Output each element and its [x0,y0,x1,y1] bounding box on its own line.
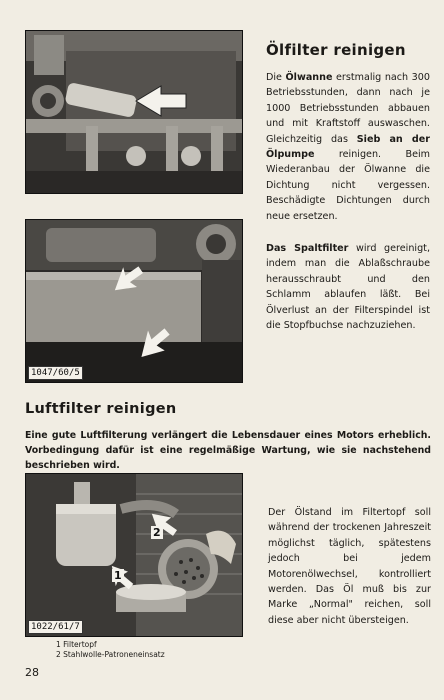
p1-bold-oilpan: Ölwanne [285,72,333,83]
photo-code-1022: 1022/61/7 [28,620,83,634]
air-filter-illustration [26,474,242,636]
p1-text-e: reinigen. Beim Wiederanbau der Ölwanne die Dichtung nicht vergessen. Beschädigte Dichtungen durch neue ersetzen. [266,149,430,222]
section-title-air-filter: Luftfilter reinigen [25,401,177,417]
photo-gap-filter [25,219,243,383]
photo-code-1047: 1047/60/5 [28,366,83,380]
paragraph-gap-filter [266,241,430,333]
photo-oil-pump [25,30,243,194]
marker-1: 1 [114,569,122,582]
paragraph-oil-pan [266,70,430,224]
p1-text-c: erstmalig nach 300 Betriebsstunden, dann nach je 1000 Betriebsstunden abbauen und mit Kraftstoff auswaschen. Gleichzeitig das [266,72,430,145]
section-title-oil-filter: Ölfilter reinigen [266,41,406,59]
caption-1: 1 Filtertopf [56,640,97,649]
p2-bold-gapfilter: Das Spaltfilter [266,243,349,254]
p2-text: wird gereinigt, indem man die Ablaßschraube herausschraubt und den Schlamm ablaufen läßt. Bei Ölverlust an der Filterspindel ist die Stopfbuchse nachzuziehen. [266,243,430,332]
paragraph-oil-level: Der Ölstand im Filtertopf soll während der trockenen Jahreszeit möglichst täglich, spätestens jedoch bei jedem Motorenölwechsel, kontrolliert werden. Das Öl muß bis zur Marke „Normal" reichen, soll diese aber nicht übersteigen. [268,507,431,626]
photo-air-filter [25,473,243,637]
p1-bold-sieve: Sieb an der Ölpumpe [266,133,430,161]
caption-2: 2 Stahlwolle-Patroneneinsatz [56,650,165,659]
p1-text-a: Die [266,72,286,83]
gap-filter-illustration [26,220,242,382]
marker-2: 2 [153,526,161,539]
page-number: 28 [25,666,39,679]
oil-pump-illustration [26,31,242,193]
paragraph-air-intro: Eine gute Luftfilterung verlängert die Lebensdauer eines Motors erheblich. Vorbedingung dafür ist eine regelmäßige Wartung, wie sie nachstehend beschrieben wird. [25,430,431,471]
